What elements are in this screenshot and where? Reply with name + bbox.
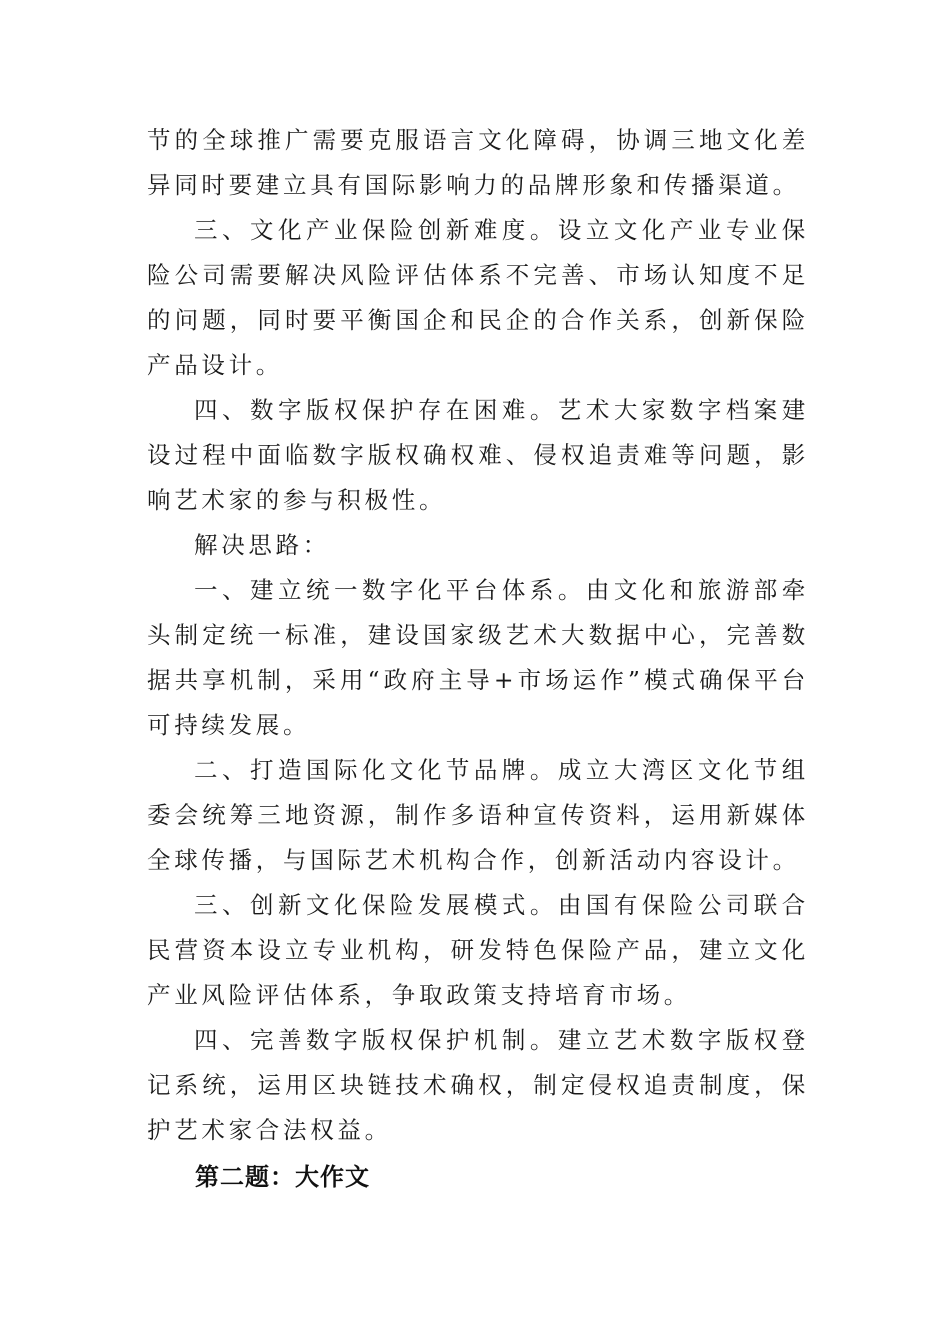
- paragraph-solution-copyright: 四、完善数字版权保护机制。建立艺术数字版权登记系统，运用区块链技术确权，制定侵权追责制度，保护艺术家合法权益。: [147, 1026, 809, 1144]
- paragraph-solution-insurance: 三、创新文化保险发展模式。由国有保险公司联合民营资本设立专业机构，研发特色保险产品，建立文化产业风险评估体系，争取政策支持培育市场。: [147, 891, 809, 1009]
- paragraph-solution-platform: 一、建立统一数字化平台体系。由文化和旅游部牵头制定统一标准，建设国家级艺术大数据中心，完善数据共享机制，采用“政府主导+市场运作”模式确保平台可持续发展。: [147, 576, 809, 739]
- document-body: [147, 118, 809, 1200]
- paragraph-copyright-difficulty: 四、数字版权保护存在困难。艺术大家数字档案建设过程中面临数字版权确权难、侵权追责难等问题，影响艺术家的参与积极性。: [147, 396, 809, 514]
- paragraph-insurance-difficulty: 三、文化产业保险创新难度。设立文化产业专业保险公司需要解决风险评估体系不完善、市场认知度不足的问题，同时要平衡国企和民企的合作关系，创新保险产品设计。: [147, 216, 809, 379]
- section-heading: 第二题：大作文: [195, 1163, 370, 1191]
- paragraph-solution-festival: 二、打造国际化文化节品牌。成立大湾区文化节组委会统筹三地资源，制作多语种宣传资料，运用新媒体全球传播，与国际艺术机构合作，创新活动内容设计。: [147, 756, 809, 874]
- paragraph-solutions-label: 解决思路：: [194, 531, 330, 559]
- paragraph-continuation: 节的全球推广需要克服语言文化障碍，协调三地文化差异同时要建立具有国际影响力的品牌形象和传播渠道。: [147, 126, 809, 199]
